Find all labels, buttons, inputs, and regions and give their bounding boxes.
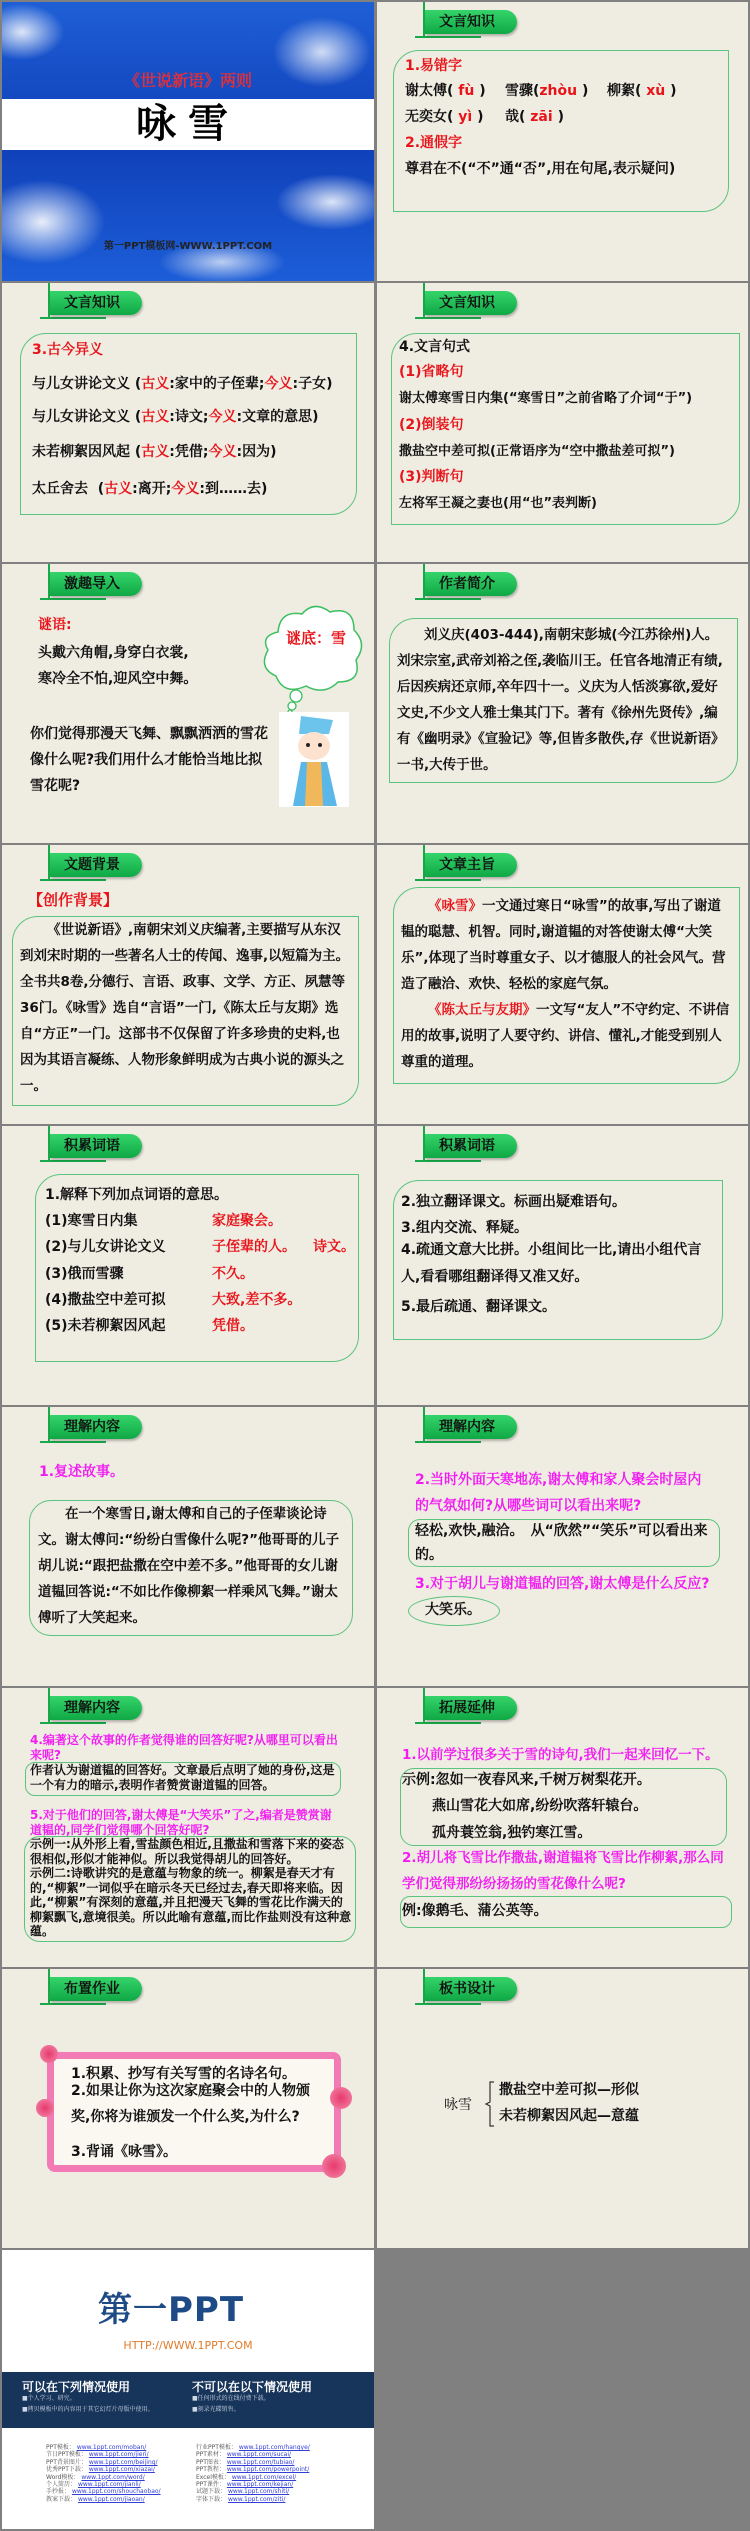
tag-decoration [415,1441,481,1443]
link-row: 节日PPT模板： www.1ppt.com/jieri/ [46,2451,149,2459]
word-item: 无奕女( yì ) [405,109,484,125]
link[interactable]: www.1ppt.com/shouchaobao/ [71,2488,161,2496]
link[interactable]: www.1ppt.com/kejian/ [226,2481,294,2489]
vocab-question: (3)俄而雪骤 [45,1266,124,1282]
link-row: 个人简历： www.1ppt.com/jianli/ [46,2481,141,2489]
slide-lijie-2[interactable] [377,1407,748,1686]
question: 3.对于胡儿与谢道韫的回答,谢太傅是什么反应? [415,1576,710,1592]
section-tag: 作者简介 [425,572,517,596]
rose-icon [330,2087,352,2109]
slide-ciyu-2[interactable] [377,1126,748,1405]
slide-ciyu-1[interactable] [2,1126,374,1405]
homework-item: 2.如果让你为这次家庭聚会中的人物颁奖,你将为谁颁发一个什么奖,为什么? [71,2083,311,2125]
link[interactable]: www.1ppt.com/shiti/ [227,2488,290,2496]
link-row: 试题下载： www.1ppt.com/shiti/ [196,2488,290,2496]
link[interactable]: www.1ppt.com/sucai/ [226,2451,292,2459]
links-right [196,2444,310,2503]
gujin-item: 与儿女讲论文义 ( 古义:家中的子侄辈;今义:子女) [32,375,332,393]
heading: 1.解释下列加点词语的意思。 [45,1187,229,1203]
link[interactable]: www.1ppt.com/ziti/ [227,2495,286,2503]
heading: 4.文言句式 [399,339,471,355]
link[interactable]: www.1ppt.com/tubiao/ [226,2458,295,2466]
background-label: 【创作背景】 [28,891,119,909]
section-tag: 拓展延伸 [425,1696,517,1720]
link-row: PPT课件： www.1ppt.com/kejian/ [196,2481,294,2489]
rose-icon [322,2154,346,2178]
tag-decoration [40,1160,106,1162]
link[interactable]: www.1ppt.com/powerpoint/ [226,2466,310,2474]
section-tag: 文言知识 [50,291,142,315]
story-text: 在一个寒雪日,谢太傅和自己的子侄辈谈论诗文。谢太傅问:“纷纷白雪像什么呢?”他哥哥的儿子胡儿说:“跟把盐撒在空中差不多。”他哥哥的女儿谢道韫回答说:“不如比作像柳絮一样乘风飞舞。”谢太傅听了大笑起来。 [38,1506,339,1626]
link-row: 行业PPT模板： www.1ppt.com/hangye/ [196,2444,310,2451]
example-text: 左将军王凝之妻也(用“也”表判断) [399,496,597,511]
tag-decoration [415,879,481,881]
section-tag: 布置作业 [50,1977,142,2001]
link-row: Word模板： www.1ppt.com/word/ [46,2473,145,2481]
vocab-answer: 子侄辈的人。 [212,1239,296,1255]
homework-item: 1.积累、抄写有关写雪的名诗名句。 [71,2066,297,2082]
link-row: PPT教程： www.1ppt.com/powerpoint/ [196,2466,310,2474]
tag-decoration [415,1160,481,1162]
rose-icon [40,2045,58,2063]
section-tag: 理解内容 [50,1696,142,1720]
heading: 2.通假字 [405,135,463,151]
can-item: ■个人学习、研究。 [22,2395,76,2402]
slide-tuozhan[interactable] [377,1688,748,1967]
subheading: (1)省略句 [399,364,464,380]
tag-decoration [40,1441,106,1443]
section-tag: 文题背景 [50,853,142,877]
question: 5.对于他们的回答,谢太傅是“大笑乐”了之,编者是赞赏谢道韫的,同学们觉得哪个回答好呢? [30,1808,332,1837]
rose-icon [36,2099,54,2117]
heading: 1.易错字 [405,58,463,74]
brace-icon [484,2080,496,2128]
cannot-title: 不可以在以下情况使用 [192,2380,313,2394]
slide-jiqu[interactable] [2,564,374,843]
example-text: 撒盐空中差可拟(正常语序为“空中撒盐差可拟”) [399,444,675,459]
board-line: 撒盐空中差可拟—形似 [499,2082,639,2098]
cannot-item: ■刻录光碟销售。 [192,2406,240,2413]
word-item: 谢太傅( fù ) [405,83,486,99]
link[interactable]: www.1ppt.com/word/ [81,2473,145,2481]
tag-decoration [415,2003,481,2005]
tag-decoration [415,36,481,38]
answer-text: 大笑乐。 [425,1602,481,1618]
link[interactable]: www.1ppt.com/xiazai/ [88,2466,155,2474]
link-row: PPT素材： www.1ppt.com/sucai/ [196,2451,292,2459]
logo: 第一PPT [98,2290,245,2330]
link-row: 教案下载： www.1ppt.com/jiaoan/ [46,2495,145,2503]
step-item: 3.组内交流、释疑。 [401,1220,529,1236]
link-row: Excel模板： www.1ppt.com/excel/ [196,2473,297,2481]
tag-decoration [40,317,106,319]
link-row: PPT模板： www.1ppt.com/moban/ [46,2444,147,2451]
link[interactable]: www.1ppt.com/hangye/ [238,2444,310,2451]
step-item: 4.疏通文意大比拼。小组间比一比,请出小组代言人,看看哪组翻译得又准又好。 [401,1242,702,1285]
word-item: 柳絮( xù ) [607,83,677,99]
tag-decoration [40,2003,106,2005]
can-item: ■拷贝模板中的内容用于其它幻灯片母版中使用。 [22,2406,154,2413]
section-tag: 板书设计 [425,1977,517,2001]
tag-decoration [415,1722,481,1724]
answer-text: 作者认为谢道韫的回答好。文章最后点明了她的身份,这是一个有力的暗示,表明作者赞赏谢道韫的回答。 [30,1763,335,1792]
subheading: (2)倒装句 [399,417,464,433]
answer-text: 示例一:从外形上看,雪盐颜色相近,且撒盐和雪落下来的姿态很相似,形似才能神似。所以我觉得胡儿的回答好。 示例二:诗歌讲究的是意蕴与物象的统一。柳絮是春天才有的,“柳絮”一词似乎在暗示冬天已经过去,春天即将来临。因此,“柳絮”有深刻的意蕴,并且把漫天飞舞的雪花比作满天的柳絮飘飞,意境很美。所以此喻有意蕴,而比作盐则没有这种意蕴。 [30,1837,352,1938]
gujin-item: 太丘舍去 ( 古义:离开;今义:到……去) [32,480,267,498]
title-subtitle: 《世说新语》两则 [123,71,252,90]
links-left [46,2444,161,2503]
slide-title[interactable] [2,2,374,281]
question: 2.胡儿将飞雪比作撒盐,谢道韫将飞雪比作柳絮,那么同学们觉得那纷纷扬扬的雪花像什么呢? [402,1850,724,1892]
theme-paragraph-1: 《咏雪》一文通过寒日“咏雪”的故事,写出了谢道韫的聪慧、机智。同时,谢道韫的对答使谢太傅“大笑乐”,体现了当时尊重女子、以才德服人的社会风气。营造了融洽、欢快、轻松的家庭气氛。 [401,898,726,992]
slide-author[interactable] [377,564,748,843]
slide-lijie-3[interactable] [2,1688,374,1967]
usage-band [2,2372,374,2428]
cannot-item: ■任何形式的在线付费下载。 [192,2395,270,2402]
background-text: 《世说新语》,南朝宋刘义庆编著,主要描写从东汉到刘宋时期的一些著名人士的传闻、逸事,以短篇为主。全书共8卷,分德行、言语、政事、文学、方正、夙慧等36门。《咏雪》选自“言语”一门,《陈太丘与友期》选自“方正”一门。这部书不仅保留了许多珍贵的史料,也因为其语言凝练、人物形象鲜明成为古典小说的源头之一。 [20,922,350,1094]
tag-decoration [415,598,481,600]
slide-lijie-1[interactable] [2,1407,374,1686]
link[interactable]: www.1ppt.com/moban/ [76,2444,147,2451]
link-row: 优秀PPT下载： www.1ppt.com/xiazai/ [46,2466,155,2474]
answer-text: 例:像鹅毛、蒲公英等。 [402,1903,548,1919]
slide-footer[interactable] [2,2250,374,2529]
link-row: PPT图表： www.1ppt.com/tubiao/ [196,2458,295,2466]
theme-paragraph-2: 《陈太丘与友期》一文写“友人”不守约定、不讲信用的故事,说明了人要守约、讲信、懂礼,才能受到别人尊重的道理。 [401,1002,730,1070]
slide-yicuo[interactable] [377,2,748,281]
link[interactable]: www.1ppt.com/excel/ [231,2473,297,2481]
section-tag: 文言知识 [425,291,517,315]
riddle-label: 谜语: [38,617,72,633]
tag-decoration [40,879,106,881]
slide-theme[interactable] [377,845,748,1124]
link[interactable]: www.1ppt.com/jiaoan/ [77,2495,145,2503]
question-text: 你们觉得那漫天飞舞、飘飘洒洒的雪花像什么呢?我们用什么才能恰当地比拟雪花呢? [30,726,268,794]
riddle-answer: 谜底：雪 [286,629,347,647]
question: 1.以前学过很多关于雪的诗句,我们一起来回忆一下。 [402,1747,719,1763]
word-item: 哉( zāi ) [505,109,564,125]
slide-zuoye[interactable] [2,1969,374,2248]
subheading: (3)判断句 [399,469,464,485]
section-tag: 激趣导入 [50,572,142,596]
link-row: 手抄报： www.1ppt.com/shouchaobao/ [46,2488,161,2496]
vocab-answer: 家庭聚会。 [212,1213,282,1229]
slide-jushi[interactable] [377,283,748,562]
thought-cloud-icon [258,602,366,714]
section-tag: 文言知识 [425,10,517,34]
gujin-item: 与儿女讲论文义 ( 古义:诗文;今义:文章的意思) [32,408,318,426]
answer-text: 轻松,欢快,融洽。 从“欣然”“笑乐”可以看出来的。 [415,1523,708,1563]
example-text: 谢太傅寒雪日内集(“寒雪日”之前省略了介词“于”) [399,391,693,406]
slide-gujin[interactable] [2,283,374,562]
section-tag: 积累词语 [425,1134,517,1158]
poem-line: 示例:忽如一夜春风来,千树万树梨花开。 [402,1772,651,1788]
vocab-answer: 诗文。 [313,1239,355,1255]
step-item: 2.独立翻译课文。标画出疑难语句。 [401,1194,627,1210]
poem-line: 燕山雪花大如席,纷纷吹落轩辕台。 [432,1798,648,1814]
vocab-question: (1)寒雪日内集 [45,1213,138,1229]
vocab-question: (4)撒盐空中差可拟 [45,1292,166,1308]
board-line: 未若柳絮因风起—意蕴 [499,2108,639,2124]
author-text: 刘义庆(403-444),南朝宋彭城(今江苏徐州)人。刘宋宗室,武帝刘裕之侄,袭临川王。任官各地清正有绩,后因疾病还京师,卒年四十一。义庆为人恬淡寡欲,爱好文史,不少文人雅士集其门下。著有《徐州先贤传》,编有《幽明录》《宣验记》等,但皆多散佚,存《世说新语》一书,大传于世。 [397,627,725,773]
can-title: 可以在下列情况使用 [22,2380,131,2394]
step-item: 5.最后疏通、翻译课文。 [401,1299,557,1315]
link[interactable]: www.1ppt.com/jieri/ [88,2451,149,2459]
section-tag: 理解内容 [50,1415,142,1439]
tag-decoration [415,317,481,319]
board-title: 咏雪 [444,2097,472,2113]
question: 4.编著这个故事的作者觉得谁的回答好呢?从哪里可以看出来呢? [30,1733,338,1762]
slide-background[interactable] [2,845,374,1124]
heading: 3.古今异义 [32,342,104,358]
link-row: PPT背景图片： www.1ppt.com/beijing/ [46,2458,158,2466]
vocab-answer: 大致,差不多。 [212,1292,302,1308]
section-tag: 文章主旨 [425,853,517,877]
riddle-line: 寒冷全不怕,迎风空中舞。 [38,671,198,687]
vocab-question: (2)与儿女讲论文义 [45,1239,166,1255]
question: 1.复述故事。 [39,1464,125,1480]
link[interactable]: www.1ppt.com/beijing/ [88,2458,158,2466]
tag-decoration [40,598,106,600]
poem-line: 孤舟蓑笠翁,独钓寒江雪。 [432,1825,592,1841]
slide-banshu[interactable] [377,1969,748,2248]
tongjia-text: 尊君在不(“不”通“否”,用在句尾,表示疑问) [405,161,676,177]
title-footer: 第一PPT模板网-WWW.1PPT.COM [103,241,273,252]
link-row: 字体下载： www.1ppt.com/ziti/ [196,2495,286,2503]
section-tag: 积累词语 [50,1134,142,1158]
scholar-illustration [279,712,349,807]
link[interactable]: www.1ppt.com/jianli/ [77,2481,141,2489]
title-heading: 咏雪 [2,99,374,150]
vocab-question: (5)未若柳絮因风起 [45,1318,166,1334]
section-tag: 理解内容 [425,1415,517,1439]
word-item: 雪骤(zhòu ) [505,83,589,99]
homework-item: 3.背诵《咏雪》。 [71,2144,178,2160]
vocab-answer: 凭借。 [212,1318,254,1334]
vocab-answer: 不久。 [212,1266,254,1282]
riddle-line: 头戴六角帽,身穿白衣裳, [38,645,189,661]
gujin-item: 未若柳絮因风起 ( 古义:凭借;今义:因为) [32,443,276,461]
question: 2.当时外面天寒地冻,谢太傅和家人聚会时屋内的气氛如何?从哪些词可以看出来呢? [415,1472,702,1514]
tag-decoration [40,1722,106,1724]
logo-url[interactable]: HTTP://WWW.1PPT.COM [123,2339,253,2352]
